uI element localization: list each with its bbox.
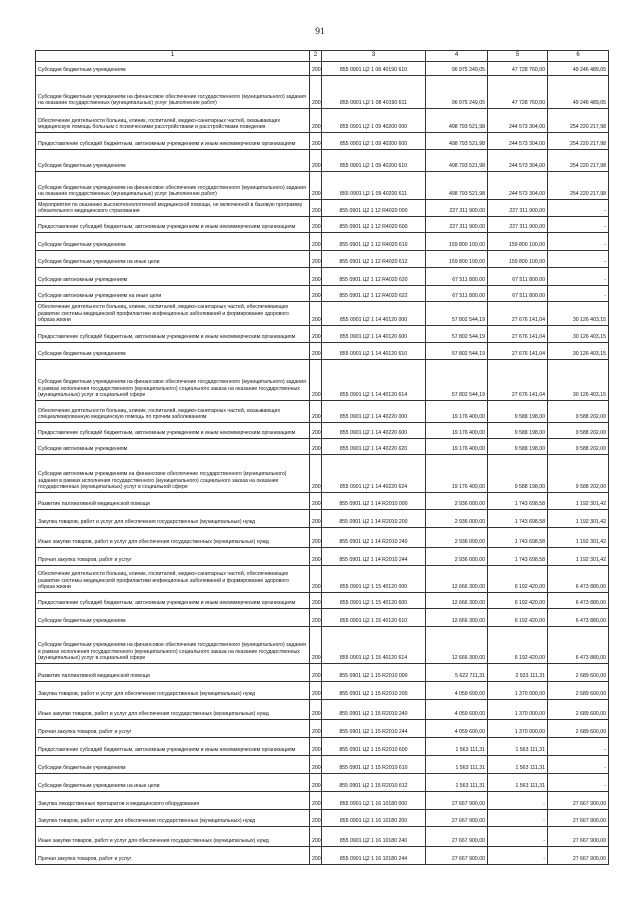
row-value-col5: 6 192 420,00 xyxy=(488,593,548,609)
row-value-col5: 9 588 198,00 xyxy=(488,423,548,439)
row-name: Предоставление субсидий бюджетным, автономным учреждениям и иным некоммерческим организациям xyxy=(36,133,310,150)
row-value-col4: 12 666 300,00 xyxy=(426,609,488,627)
row-code: 200 xyxy=(310,627,322,664)
row-code: 200 xyxy=(310,566,322,593)
row-classification: 855 0901 Ц2 1 14 40120 000 xyxy=(322,302,426,326)
header-col-2: 2 xyxy=(310,51,322,62)
row-value-col5: 9 588 198,00 xyxy=(488,439,548,455)
row-value-col4: 19 176 400,00 xyxy=(426,439,488,455)
row-value-col4: 498 793 521,98 xyxy=(426,133,488,150)
row-value-col4: 4 059 600,00 xyxy=(426,720,488,738)
table-row xyxy=(36,109,609,133)
row-value-col6: - xyxy=(548,200,609,217)
row-name: Субсидии бюджетным учреждениям xyxy=(36,150,310,172)
row-value-col6: 9 588 202,00 xyxy=(548,439,609,455)
table-row xyxy=(36,401,609,423)
row-value-col4: 498 793 521,98 xyxy=(426,150,488,172)
row-code: 200 xyxy=(310,76,322,109)
row-value-col5: 1 743 698,58 xyxy=(488,528,548,548)
row-name: Обеспечение деятельности больниц, клиник, госпиталей, медико-санитарных частей, оказывающих специализированную медицинскую помощь по прочим заболеваниям xyxy=(36,401,310,423)
row-value-col6: 254 220 217,98 xyxy=(548,150,609,172)
row-classification: 855 0901 Ц2 1 15 R2010 244 xyxy=(322,720,426,738)
row-value-col4: 27 667 900,00 xyxy=(426,847,488,865)
table-row xyxy=(36,302,609,326)
table-row xyxy=(36,774,609,792)
row-name: Субсидии автономным учреждениям на иные цели xyxy=(36,286,310,302)
table-row xyxy=(36,593,609,609)
row-name: Субсидии бюджетным учреждениям на иные цели xyxy=(36,774,310,792)
row-code: 200 xyxy=(310,609,322,627)
row-classification: 855 0901 Ц2 1 15 40120 614 xyxy=(322,627,426,664)
row-classification: 855 0901 Ц2 1 16 10180 200 xyxy=(322,810,426,827)
row-code: 200 xyxy=(310,62,322,76)
row-value-col5: 1 563 111,31 xyxy=(488,774,548,792)
row-value-col4: 57 802 544,19 xyxy=(426,326,488,343)
table-row xyxy=(36,200,609,217)
header-col-1: 1 xyxy=(36,51,310,62)
row-name: Прочая закупка товаров, работ и услуг xyxy=(36,548,310,566)
row-classification: 855 0901 Ц2 1 14 40220 624 xyxy=(322,455,426,493)
row-classification: 855 0901 Ц2 1 15 40120 610 xyxy=(322,609,426,627)
row-value-col6: 1 192 301,42 xyxy=(548,528,609,548)
row-classification: 855 0901 Ц2 1 09 40200 610 xyxy=(322,150,426,172)
row-name: Закупка лекарственных препаратов и медицинского оборудования xyxy=(36,792,310,810)
row-classification: 855 0901 Ц2 1 12 R4020 610 xyxy=(322,233,426,251)
row-value-col6: 254 220 217,98 xyxy=(548,109,609,133)
row-value-col4: 57 802 544,19 xyxy=(426,360,488,401)
row-code: 200 xyxy=(310,423,322,439)
row-value-col6: 27 667 900,00 xyxy=(548,847,609,865)
row-code: 200 xyxy=(310,439,322,455)
row-value-col6: 27 667 900,00 xyxy=(548,810,609,827)
row-value-col6: - xyxy=(548,738,609,756)
row-classification: 855 0901 Ц2 1 14 R2010 200 xyxy=(322,510,426,528)
row-classification: 855 0901 Ц2 1 14 R2010 240 xyxy=(322,528,426,548)
table-row xyxy=(36,528,609,548)
row-value-col5: 6 192 420,00 xyxy=(488,609,548,627)
row-classification: 855 0901 Ц2 1 14 40220 000 xyxy=(322,401,426,423)
row-value-col6: 30 126 403,15 xyxy=(548,360,609,401)
row-code: 200 xyxy=(310,360,322,401)
row-classification: 855 0901 Ц2 1 12 R4020 620 xyxy=(322,268,426,286)
row-value-col5: 1 743 698,58 xyxy=(488,548,548,566)
row-classification: 855 0901 Ц2 1 14 40120 614 xyxy=(322,360,426,401)
row-value-col5: 244 573 304,00 xyxy=(488,133,548,150)
row-name: Закупка товаров, работ и услуг для обеспечения государственных (муниципальных) нужд xyxy=(36,810,310,827)
row-value-col4: 12 666 300,00 xyxy=(426,593,488,609)
row-classification: 855 0901 Ц2 1 14 40120 610 xyxy=(322,343,426,360)
row-value-col5: - xyxy=(488,847,548,865)
header-col-3: 3 xyxy=(322,51,426,62)
table-row xyxy=(36,566,609,593)
row-value-col5: 227 311 900,00 xyxy=(488,217,548,233)
table-row xyxy=(36,133,609,150)
table-row xyxy=(36,738,609,756)
table-row xyxy=(36,510,609,528)
row-name: Субсидии автономным учреждениям xyxy=(36,268,310,286)
row-value-col4: 159 800 100,00 xyxy=(426,233,488,251)
row-name: Прочая закупка товаров, работ и услуг xyxy=(36,847,310,865)
table-row xyxy=(36,664,609,682)
row-classification: 855 0901 Ц2 1 14 40120 600 xyxy=(322,326,426,343)
table-row xyxy=(36,810,609,827)
row-name: Предоставление субсидий бюджетным, автономным учреждениям и иным некоммерческим организациям xyxy=(36,593,310,609)
row-value-col4: 498 793 521,98 xyxy=(426,172,488,200)
row-name: Субсидии бюджетным учреждениям xyxy=(36,609,310,627)
row-value-col6: - xyxy=(548,774,609,792)
row-value-col6: 2 689 600,00 xyxy=(548,700,609,720)
row-code: 200 xyxy=(310,401,322,423)
table-header-row xyxy=(36,51,609,62)
row-value-col6: 9 588 202,00 xyxy=(548,455,609,493)
row-classification: 855 0901 Ц2 1 09 40200 600 xyxy=(322,133,426,150)
row-code: 200 xyxy=(310,720,322,738)
table-row xyxy=(36,343,609,360)
row-classification: 855 0901 Ц2 1 15 40120 000 xyxy=(322,566,426,593)
row-value-col5: 159 800 100,00 xyxy=(488,251,548,268)
row-value-col5: 1 743 698,58 xyxy=(488,510,548,528)
row-value-col6: - xyxy=(548,286,609,302)
row-value-col5: 67 511 800,00 xyxy=(488,268,548,286)
row-classification: 855 0901 Ц2 1 15 R2010 240 xyxy=(322,700,426,720)
row-name: Предоставление субсидий бюджетным, автономным учреждениям и иным некоммерческим организациям xyxy=(36,326,310,343)
row-value-col6: 30 126 403,15 xyxy=(548,343,609,360)
row-name: Иные закупки товаров, работ и услуг для обеспечения государственных (муниципальных) нужд xyxy=(36,528,310,548)
row-classification: 855 0901 Ц2 1 14 40220 600 xyxy=(322,423,426,439)
row-code: 200 xyxy=(310,268,322,286)
row-value-col6: 2 689 600,00 xyxy=(548,664,609,682)
row-name: Субсидии автономным учреждениям на финансовое обеспечение государственного (муниципального) задания в рамках исполнения государственного (муниципального) социального заказа на оказание государственных (муниципальных) услуг в социальной сфере xyxy=(36,455,310,493)
row-value-col4: 19 176 400,00 xyxy=(426,455,488,493)
row-classification: 855 0901 Ц2 1 15 R2010 000 xyxy=(322,664,426,682)
row-classification: 855 0901 Ц2 1 08 40190 610 xyxy=(322,62,426,76)
row-value-col4: 57 802 544,19 xyxy=(426,302,488,326)
row-code: 200 xyxy=(310,682,322,700)
row-value-col5: 67 511 800,00 xyxy=(488,286,548,302)
row-code: 200 xyxy=(310,133,322,150)
row-value-col4: 227 311 900,00 xyxy=(426,217,488,233)
row-value-col6: 1 192 301,42 xyxy=(548,493,609,510)
table-row xyxy=(36,172,609,200)
row-classification: 855 0901 Ц2 1 09 40200 000 xyxy=(322,109,426,133)
row-code: 200 xyxy=(310,200,322,217)
row-value-col6: 30 126 403,15 xyxy=(548,302,609,326)
row-code: 200 xyxy=(310,233,322,251)
row-name: Субсидии бюджетным учреждениям xyxy=(36,233,310,251)
table-row xyxy=(36,326,609,343)
row-value-col4: 159 800 100,00 xyxy=(426,251,488,268)
row-name: Иные закупки товаров, работ и услуг для обеспечения государственных (муниципальных) нужд xyxy=(36,700,310,720)
row-code: 200 xyxy=(310,455,322,493)
row-value-col4: 27 667 900,00 xyxy=(426,792,488,810)
row-value-col4: 19 176 400,00 xyxy=(426,401,488,423)
row-value-col6: 2 689 600,00 xyxy=(548,682,609,700)
row-code: 200 xyxy=(310,343,322,360)
row-value-col5: 47 728 760,00 xyxy=(488,76,548,109)
row-value-col6: 1 192 301,42 xyxy=(548,510,609,528)
row-value-col5: 27 676 141,04 xyxy=(488,360,548,401)
row-name: Мероприятия по оказанию высокотехнологичной медицинской помощи, не включенной в базовую программу обязательного медицинского страхования xyxy=(36,200,310,217)
row-code: 200 xyxy=(310,150,322,172)
row-name: Развитие паллиативной медицинской помощи xyxy=(36,493,310,510)
row-value-col5: - xyxy=(488,810,548,827)
row-value-col6: 9 588 202,00 xyxy=(548,401,609,423)
row-value-col4: 12 666 300,00 xyxy=(426,566,488,593)
row-value-col4: 96 975 249,05 xyxy=(426,76,488,109)
row-value-col6: 49 246 489,05 xyxy=(548,76,609,109)
row-classification: 855 0901 Ц2 1 15 40120 600 xyxy=(322,593,426,609)
row-value-col6: 6 473 880,00 xyxy=(548,593,609,609)
row-value-col4: 57 802 544,19 xyxy=(426,343,488,360)
row-name: Предоставление субсидий бюджетным, автономным учреждениям и иным некоммерческим организациям xyxy=(36,738,310,756)
budget-table xyxy=(35,50,609,865)
row-value-col5: 1 370 000,00 xyxy=(488,720,548,738)
row-value-col4: 1 563 111,31 xyxy=(426,738,488,756)
table-row xyxy=(36,217,609,233)
row-value-col5: 2 933 111,31 xyxy=(488,664,548,682)
table-row xyxy=(36,360,609,401)
row-value-col5: 47 728 760,00 xyxy=(488,62,548,76)
row-name: Субсидии бюджетным учреждениям xyxy=(36,756,310,774)
table-row xyxy=(36,627,609,664)
table-row xyxy=(36,268,609,286)
table-row xyxy=(36,493,609,510)
row-name: Закупка товаров, работ и услуг для обеспечения государственных (муниципальных) нужд xyxy=(36,510,310,528)
table-row xyxy=(36,792,609,810)
row-classification: 855 0901 Ц2 1 14 R2010 000 xyxy=(322,493,426,510)
row-value-col5: 244 573 304,00 xyxy=(488,109,548,133)
row-value-col4: 2 936 000,00 xyxy=(426,528,488,548)
row-code: 200 xyxy=(310,286,322,302)
row-value-col6: 6 473 880,00 xyxy=(548,627,609,664)
row-name: Предоставление субсидий бюджетным, автономным учреждениям и иным некоммерческим организациям xyxy=(36,217,310,233)
row-code: 200 xyxy=(310,774,322,792)
row-code: 200 xyxy=(310,172,322,200)
row-value-col4: 67 511 800,00 xyxy=(426,286,488,302)
row-name: Обеспечение деятельности больниц, клиник, госпиталей, медико-санитарных частей, обеспечивающих развитие системы медицинской профилактики инфекционных заболеваний и формирование здорового образа жизни xyxy=(36,566,310,593)
row-classification: 855 0901 Ц2 1 16 10180 000 xyxy=(322,792,426,810)
row-value-col4: 96 975 249,05 xyxy=(426,62,488,76)
row-name: Развитие паллиативной медицинской помощи xyxy=(36,664,310,682)
table-row xyxy=(36,609,609,627)
table-row xyxy=(36,233,609,251)
table-row xyxy=(36,76,609,109)
row-classification: 855 0901 Ц2 1 14 40220 620 xyxy=(322,439,426,455)
row-value-col4: 2 936 000,00 xyxy=(426,493,488,510)
row-classification: 855 0901 Ц2 1 15 R2010 610 xyxy=(322,756,426,774)
row-value-col5: 1 563 111,31 xyxy=(488,756,548,774)
row-value-col4: 1 563 111,31 xyxy=(426,774,488,792)
row-name: Субсидии бюджетным учреждениям xyxy=(36,62,310,76)
row-classification: 855 0901 Ц2 1 16 10180 240 xyxy=(322,827,426,847)
row-code: 200 xyxy=(310,326,322,343)
row-value-col5: - xyxy=(488,792,548,810)
row-value-col5: 27 676 141,04 xyxy=(488,326,548,343)
row-value-col5: 1 743 698,58 xyxy=(488,493,548,510)
row-classification: 855 0901 Ц2 1 12 R4020 000 xyxy=(322,200,426,217)
table-row xyxy=(36,756,609,774)
row-code: 200 xyxy=(310,756,322,774)
row-value-col6: 6 473 880,00 xyxy=(548,566,609,593)
table-row xyxy=(36,548,609,566)
row-value-col4: 2 936 000,00 xyxy=(426,548,488,566)
table-row xyxy=(36,251,609,268)
table-row xyxy=(36,150,609,172)
row-name: Субсидии бюджетным учреждениям на финансовое обеспечение государственного (муниципального) задания на оказание государственных (муниципальных) услуг (выполнение работ) xyxy=(36,172,310,200)
row-name: Субсидии бюджетным учреждениям на финансовое обеспечение государственного (муниципального) задания в рамках исполнения государственного (муниципального) социального заказа на оказание государственных (муниципальных) услуг в социальной сфере xyxy=(36,627,310,664)
row-classification: 855 0901 Ц2 1 15 R2010 200 xyxy=(322,682,426,700)
row-name: Обеспечение деятельности больниц, клиник, госпиталей, медико-санитарных частей, обеспечивающих развитие системы медицинской профилактики инфекционных заболеваний и формирование здорового образа жизни xyxy=(36,302,310,326)
page-number: 91 xyxy=(315,27,325,37)
row-classification: 855 0901 Ц2 1 15 R2010 612 xyxy=(322,774,426,792)
row-classification: 855 0901 Ц2 1 16 10180 244 xyxy=(322,847,426,865)
row-classification: 855 0901 Ц2 1 08 40190 611 xyxy=(322,76,426,109)
row-code: 200 xyxy=(310,109,322,133)
row-name: Субсидии бюджетным учреждениям xyxy=(36,343,310,360)
row-code: 200 xyxy=(310,810,322,827)
row-value-col6: 30 126 403,15 xyxy=(548,326,609,343)
row-value-col4: 2 936 000,00 xyxy=(426,510,488,528)
row-value-col4: 4 059 600,00 xyxy=(426,700,488,720)
row-value-col4: 19 176 400,00 xyxy=(426,423,488,439)
row-value-col6: 1 192 301,42 xyxy=(548,548,609,566)
row-name: Иные закупки товаров, работ и услуг для обеспечения государственных (муниципальных) нужд xyxy=(36,827,310,847)
row-name: Закупка товаров, работ и услуг для обеспечения государственных (муниципальных) нужд xyxy=(36,682,310,700)
row-classification: 855 0901 Ц2 1 12 R4020 622 xyxy=(322,286,426,302)
row-value-col5: - xyxy=(488,827,548,847)
row-value-col4: 27 667 900,00 xyxy=(426,827,488,847)
row-value-col5: 244 573 304,00 xyxy=(488,172,548,200)
row-value-col5: 159 800 100,00 xyxy=(488,233,548,251)
row-value-col6: 49 246 489,05 xyxy=(548,62,609,76)
row-classification: 855 0901 Ц2 1 09 40200 611 xyxy=(322,172,426,200)
row-value-col5: 227 311 900,00 xyxy=(488,200,548,217)
row-value-col6: - xyxy=(548,251,609,268)
row-code: 200 xyxy=(310,847,322,865)
row-value-col6: - xyxy=(548,756,609,774)
row-value-col5: 1 370 000,00 xyxy=(488,682,548,700)
row-value-col5: 244 573 304,00 xyxy=(488,150,548,172)
row-value-col4: 227 311 900,00 xyxy=(426,200,488,217)
table-row xyxy=(36,847,609,865)
row-name: Субсидии бюджетным учреждениям на финансовое обеспечение государственного (муниципального) задания в рамках исполнения государственного (муниципального) социального заказа на оказание государственных (муниципальных) услуг в социальной сфере xyxy=(36,360,310,401)
table-row xyxy=(36,720,609,738)
row-value-col4: 12 666 300,00 xyxy=(426,627,488,664)
row-code: 200 xyxy=(310,827,322,847)
row-value-col6: 27 667 900,00 xyxy=(548,792,609,810)
row-code: 200 xyxy=(310,548,322,566)
header-col-5: 5 xyxy=(488,51,548,62)
table-row xyxy=(36,827,609,847)
header-col-4: 4 xyxy=(426,51,488,62)
row-name: Обеспечение деятельности больниц, клиник, госпиталей, медико-санитарных частей, оказывающих медицинскую помощь больным с психическими расстройствами и расстройствами поведения xyxy=(36,109,310,133)
row-name: Прочая закупка товаров, работ и услуг xyxy=(36,720,310,738)
row-classification: 855 0901 Ц2 1 14 R2010 244 xyxy=(322,548,426,566)
row-value-col5: 9 588 198,00 xyxy=(488,401,548,423)
row-code: 200 xyxy=(310,493,322,510)
row-value-col4: 5 622 711,31 xyxy=(426,664,488,682)
row-name: Субсидии бюджетным учреждениям на финансовое обеспечение государственного (муниципального) задания на оказание государственных (муниципальных) услуг (выполнение работ) xyxy=(36,76,310,109)
row-value-col6: 9 588 202,00 xyxy=(548,423,609,439)
row-code: 200 xyxy=(310,792,322,810)
row-classification: 855 0901 Ц2 1 12 R4020 600 xyxy=(322,217,426,233)
row-name: Предоставление субсидий бюджетным, автономным учреждениям и иным некоммерческим организациям xyxy=(36,423,310,439)
row-classification: 855 0901 Ц2 1 15 R2010 600 xyxy=(322,738,426,756)
header-col-6: 6 xyxy=(548,51,609,62)
row-value-col6: - xyxy=(548,217,609,233)
row-value-col6: 2 689 600,00 xyxy=(548,720,609,738)
row-code: 200 xyxy=(310,738,322,756)
row-value-col4: 4 059 600,00 xyxy=(426,682,488,700)
row-code: 200 xyxy=(310,302,322,326)
table-row xyxy=(36,286,609,302)
table-row xyxy=(36,700,609,720)
row-value-col6: 27 667 900,00 xyxy=(548,827,609,847)
row-value-col6: - xyxy=(548,233,609,251)
row-classification: 855 0901 Ц2 1 12 R4020 612 xyxy=(322,251,426,268)
row-value-col5: 27 676 141,04 xyxy=(488,343,548,360)
row-value-col6: - xyxy=(548,268,609,286)
table-row xyxy=(36,439,609,455)
row-code: 200 xyxy=(310,217,322,233)
row-value-col6: 254 220 217,98 xyxy=(548,133,609,150)
row-value-col5: 9 588 198,00 xyxy=(488,455,548,493)
row-code: 200 xyxy=(310,664,322,682)
row-value-col6: 254 220 217,98 xyxy=(548,172,609,200)
row-value-col5: 6 192 420,00 xyxy=(488,627,548,664)
row-value-col4: 498 793 521,98 xyxy=(426,109,488,133)
table-row xyxy=(36,423,609,439)
row-value-col5: 6 192 420,00 xyxy=(488,566,548,593)
row-value-col4: 1 563 111,31 xyxy=(426,756,488,774)
row-value-col6: 6 473 880,00 xyxy=(548,609,609,627)
row-code: 200 xyxy=(310,251,322,268)
row-code: 200 xyxy=(310,700,322,720)
row-value-col4: 67 511 800,00 xyxy=(426,268,488,286)
row-value-col4: 27 667 900,00 xyxy=(426,810,488,827)
table-row xyxy=(36,62,609,76)
row-code: 200 xyxy=(310,528,322,548)
row-name: Субсидии автономным учреждениям xyxy=(36,439,310,455)
row-value-col5: 1 563 111,31 xyxy=(488,738,548,756)
row-value-col5: 27 676 141,04 xyxy=(488,302,548,326)
table-row xyxy=(36,682,609,700)
row-value-col5: 1 370 000,00 xyxy=(488,700,548,720)
row-code: 200 xyxy=(310,510,322,528)
row-name: Субсидии бюджетным учреждениям на иные цели xyxy=(36,251,310,268)
table-row xyxy=(36,455,609,493)
row-code: 200 xyxy=(310,593,322,609)
